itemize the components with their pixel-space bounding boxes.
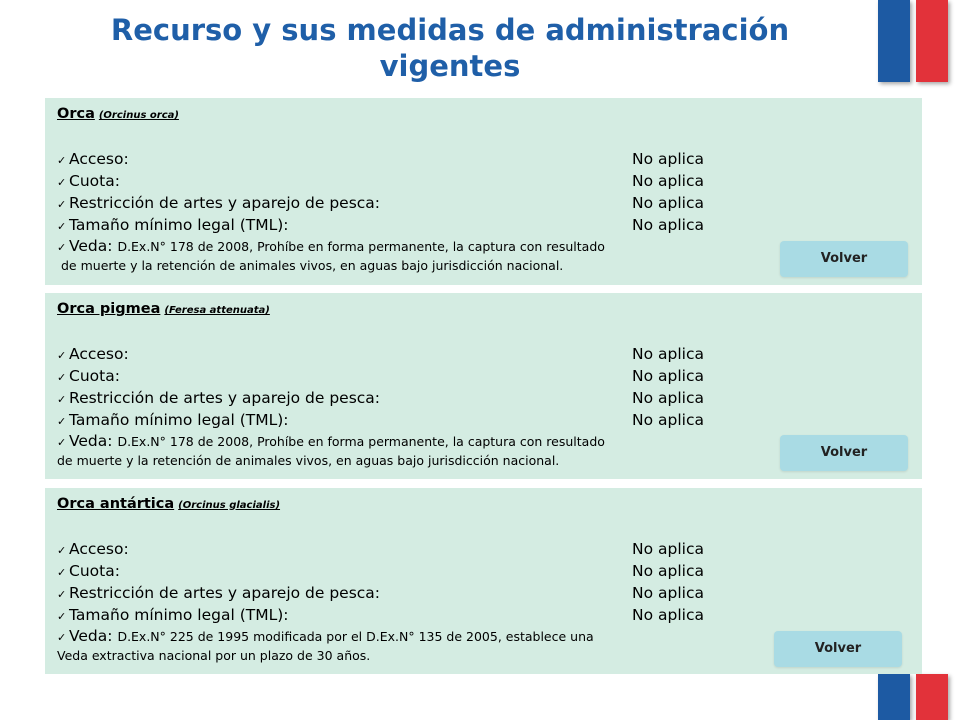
measure-restriccion [57, 387, 797, 409]
measure-restriccion [57, 192, 797, 214]
measure-value: No aplica [632, 216, 704, 234]
measure-label: Tamaño mínimo legal (TML): [69, 216, 289, 234]
measure-tml [57, 409, 797, 431]
check-icon: ✓ [57, 154, 67, 167]
species-scientific-name: (Orcinus orca) [98, 110, 179, 121]
flag-stripes-bottom [878, 674, 950, 720]
measure-acceso [57, 343, 797, 365]
species-name: Orca pigmea [57, 301, 161, 317]
check-icon: ✓ [57, 566, 67, 579]
check-icon: ✓ [57, 176, 67, 189]
measure-label: Restricción de artes y aparejo de pesca: [69, 584, 381, 602]
measure-acceso [57, 538, 797, 560]
measure-value: No aplica [632, 540, 704, 558]
check-icon: ✓ [57, 220, 67, 233]
check-icon: ✓ [57, 198, 67, 211]
veda-detail: D.Ex.N° 225 de 1995 modificada por el D.Ex.N° 135 de 2005, establece una [117, 629, 594, 644]
measure-label: Acceso: [69, 150, 129, 168]
species-scientific-name: (Feresa attenuata) [164, 305, 270, 316]
measure-value: No aplica [632, 150, 704, 168]
measure-acceso [57, 148, 797, 170]
measure-label: Veda: [69, 237, 113, 255]
measure-value: No aplica [632, 194, 704, 212]
measure-label: Cuota: [69, 172, 120, 190]
flag-stripes-top [878, 0, 950, 82]
measure-tml [57, 214, 797, 236]
check-icon: ✓ [57, 241, 67, 254]
check-icon: ✓ [57, 544, 67, 557]
measure-restriccion [57, 582, 797, 604]
check-icon: ✓ [57, 415, 67, 428]
species-name: Orca [57, 106, 95, 122]
measure-value: No aplica [632, 411, 704, 429]
measure-value: No aplica [632, 345, 704, 363]
check-icon: ✓ [57, 349, 67, 362]
measure-label: Acceso: [69, 540, 129, 558]
measure-value: No aplica [632, 584, 704, 602]
check-icon: ✓ [57, 436, 67, 449]
measure-value: No aplica [632, 606, 704, 624]
measure-label: Restricción de artes y aparejo de pesca: [69, 389, 381, 407]
volver-button[interactable]: Volver [780, 241, 908, 277]
veda-detail: D.Ex.N° 178 de 2008, Prohíbe en forma permanente, la captura con resultado [117, 239, 605, 254]
measure-value: No aplica [632, 389, 704, 407]
species-title [57, 106, 179, 122]
species-title [57, 496, 280, 512]
volver-button[interactable]: Volver [774, 631, 902, 667]
check-icon: ✓ [57, 393, 67, 406]
measures-list [57, 538, 797, 666]
check-icon: ✓ [57, 631, 67, 644]
veda-detail-cont: de muerte y la retención de animales vivos, en aguas bajo jurisdicción nacional. [61, 258, 564, 273]
measure-cuota [57, 170, 797, 192]
species-panel-orca-antartica [45, 488, 922, 674]
check-icon: ✓ [57, 588, 67, 601]
measure-label: Restricción de artes y aparejo de pesca: [69, 194, 381, 212]
measure-label: Veda: [69, 432, 113, 450]
check-icon: ✓ [57, 371, 67, 384]
red-stripe [916, 674, 948, 720]
measure-veda [57, 236, 797, 256]
measure-label: Veda: [69, 627, 113, 645]
measure-value: No aplica [632, 172, 704, 190]
volver-button[interactable]: Volver [780, 435, 908, 471]
blue-stripe [878, 0, 910, 82]
blue-stripe [878, 674, 910, 720]
veda-detail-cont: Veda extractiva nacional por un plazo de 30 años. [57, 648, 371, 663]
species-title [57, 301, 270, 317]
veda-detail-cont: de muerte y la retención de animales vivos, en aguas bajo jurisdicción nacional. [57, 453, 560, 468]
measure-label: Acceso: [69, 345, 129, 363]
measure-label: Tamaño mínimo legal (TML): [69, 411, 289, 429]
measure-cuota [57, 560, 797, 582]
veda-detail: D.Ex.N° 178 de 2008, Prohíbe en forma permanente, la captura con resultado [117, 434, 605, 449]
measure-value: No aplica [632, 367, 704, 385]
red-stripe [916, 0, 948, 82]
measure-cuota [57, 365, 797, 387]
species-panel-orca [45, 98, 922, 285]
measure-veda [57, 626, 797, 646]
measure-label: Tamaño mínimo legal (TML): [69, 606, 289, 624]
page-title: Recurso y sus medidas de administración vigentes [110, 13, 790, 83]
species-panel-orca-pigmea [45, 293, 922, 479]
measure-tml [57, 604, 797, 626]
measures-list [57, 343, 797, 471]
measure-label: Cuota: [69, 562, 120, 580]
measure-veda [57, 431, 797, 451]
measure-label: Cuota: [69, 367, 120, 385]
species-scientific-name: (Orcinus glacialis) [178, 500, 281, 511]
measure-value: No aplica [632, 562, 704, 580]
measures-list [57, 148, 797, 276]
species-name: Orca antártica [57, 496, 175, 512]
check-icon: ✓ [57, 610, 67, 623]
